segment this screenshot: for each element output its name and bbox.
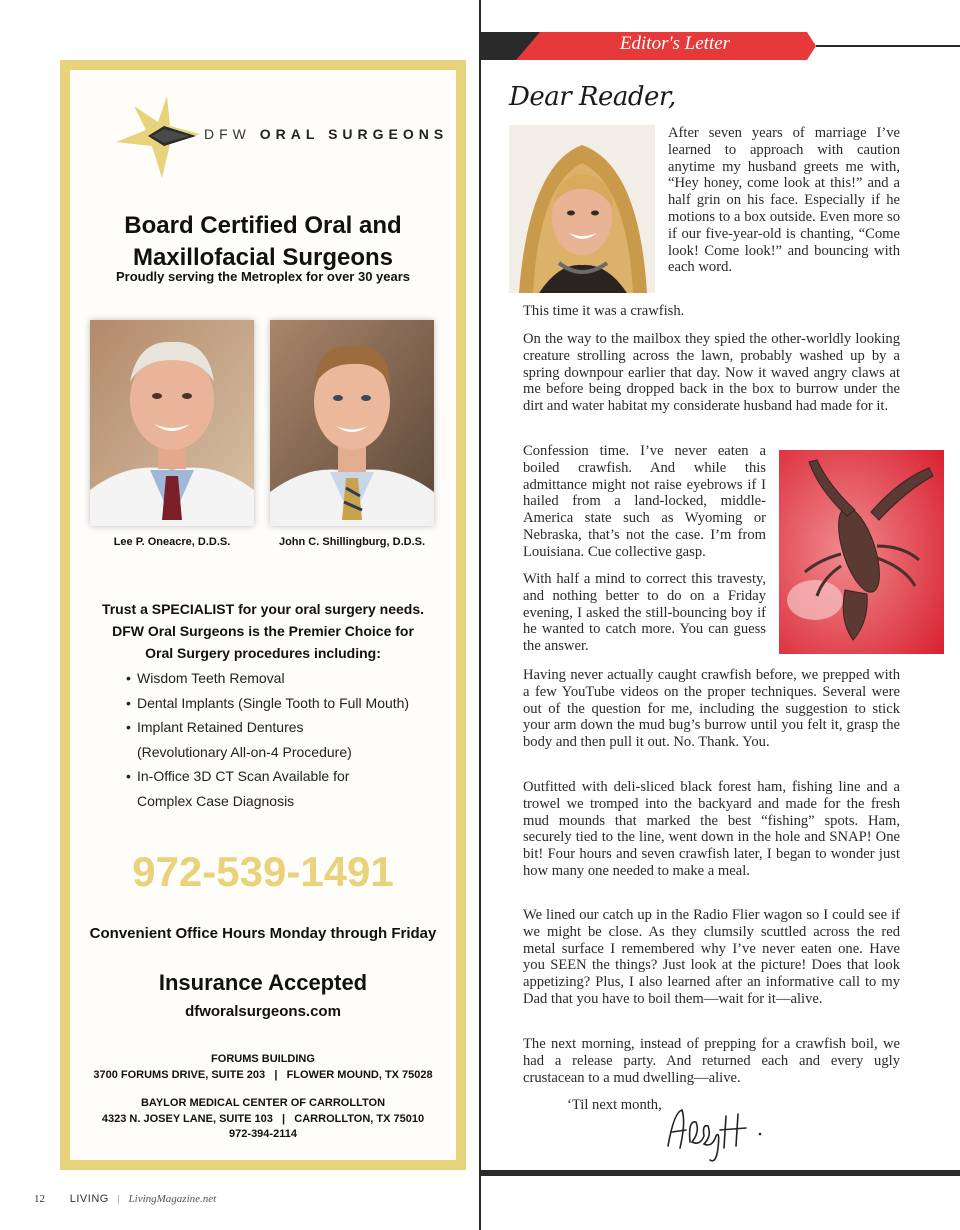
star-icon [112,94,202,184]
location-street: 4323 N. JOSEY LANE, SUITE 103 [101,1112,273,1125]
logo-wordmark [204,126,448,142]
doctor-photo-shillingburg [270,320,434,526]
doctor-photo-oneacre [90,320,254,526]
doctor-name-shillingburg: John C. Shillingburg, D.D.S. [278,536,426,548]
column-divider [479,0,481,1230]
letter-paragraph: We lined our catch up in the Radio Flier wagon so I could see if we might be close. As they clumsily scuttled across the red metal surface I remembered why I’ve never eaten one. Have you SEEN the things? Just look at the picture! Does that look appetizing? Plus, I also learned after an informative call to my Dad that you have to boil them—wait for it—alive. [523,907,900,1007]
procedure-item-continued: Complex Case Diagnosis [137,792,295,809]
ad-headline-line2: Maxillofacial Surgeons [132,244,394,271]
footer-section: LIVING [69,1193,109,1205]
ad-subhead: Proudly serving the Metroplex for over 30 years [115,269,411,284]
location-address [70,1068,456,1084]
editor-portrait [509,125,655,293]
dfw-oral-surgeons-logo [112,94,449,184]
location-name: BAYLOR MEDICAL CENTER OF CARROLLTON [140,1097,386,1109]
footer-separator: | [117,1193,120,1205]
ad-website: dfworalsurgeons.com [185,1003,341,1020]
handwritten-signature [660,1102,770,1166]
procedure-item-continued: (Revolutionary All-on-4 Procedure) [137,743,352,760]
location-address [70,1112,456,1128]
office-hours: Convenient Office Hours Monday through Friday [89,925,437,942]
letter-paragraph: With half a mind to correct this travesty, and nothing better to do on a Friday evening, I asked the still-bouncing boy if he wanted to catch more. You can guess the answer. [523,571,766,655]
crawfish-photo [779,450,944,654]
letter-paragraph: Outfitted with deli-sliced black forest ham, fishing line and a trowel we tromped into the backyard and made for the fresh mud mounds that marked the best “fishing” spots. Ham, securely tied to the line, went down in the hole and SNAP! One bit! Four hours and seven crawfish later, I began to wonder just how many one needed to make a meal. [523,779,900,879]
location-city: CARROLLTON, TX 75010 [294,1112,425,1125]
letter-paragraph: On the way to the mailbox they spied the other-worldly looking creature strolling across the lawn, probably washed up by a spring downpour earlier that day. Now it waved angry claws at me before being dropped back in the box to burrow under the dirt and water habitat my considerate husband had made for it. [523,331,900,415]
letter-paragraph: This time it was a crawfish. [523,303,685,319]
salutation: Dear Reader, [509,82,676,112]
bottom-rule [481,1170,960,1176]
location-name: FORUMS BUILDING [211,1053,315,1065]
ad-phone-number: 972-539-1491 [132,848,394,895]
location-forums [70,1052,456,1083]
trust-line2: DFW Oral Surgeons is the Premier Choice for [112,623,414,639]
signoff: ‘Til next month, [567,1097,662,1113]
procedure-item: • In-Office 3D CT Scan Available for [126,764,446,789]
doctor-name-oneacre: Lee P. Oneacre, D.D.S. [113,536,231,548]
procedure-item: • Dental Implants (Single Tooth to Full Mouth) [126,691,446,716]
trust-line1: Trust a SPECIALIST for your oral surgery needs. [101,601,425,617]
letter-paragraph: Having never actually caught crawfish before, we prepped with a few YouTube videos on the proper techniques. Several were out of the question for me, including the suggestion to stick your arm down the mud bug’s burrow until you felt it, grasp the body and then pull it out. No. Thank. You. [523,667,900,751]
page-number: 12 [34,1193,45,1205]
location-phone: 972-394-2114 [229,1128,297,1140]
page-footer [34,1193,216,1205]
insurance-accepted: Insurance Accepted [158,970,368,995]
logo-light-text: DFW [204,126,251,142]
letter-paragraph: Confession time. I’ve never eaten a boiled crawfish. And while this admittance might not raise eyebrows if I hailed from a land-locked, middle-America state such as Wyoming or Nebraska, that’s not the case. I’m from Louisiana. Cue collective gasp. [523,443,766,560]
ad-panel [70,70,456,1160]
address-separator: | [274,1068,278,1081]
banner-rule [816,45,960,47]
ad-headline [70,210,456,274]
letter-paragraph: After seven years of marriage I’ve learned to approach with caution anytime my husband greets me with, “Hey honey, come look at this!” and a half grin on his face. Especially if he motions to a box outside. Even more so if our five-year-old is chanting, “Come look! Come look!” and bouncing with each word. [668,125,900,276]
logo-bold-text: ORAL SURGEONS [259,126,449,142]
trust-statement [70,598,456,664]
procedure-list [126,666,446,814]
procedure-item: • Implant Retained Dentures [126,715,446,740]
procedure-item: • Wisdom Teeth Removal [126,666,446,691]
dfw-oral-surgeons-ad [60,60,466,1170]
ad-headline-line1: Board Certified Oral and [124,212,402,239]
location-street: 3700 FORUMS DRIVE, SUITE 203 [93,1068,266,1081]
location-city: FLOWER MOUND, TX 75028 [286,1068,433,1081]
letter-paragraph: The next morning, instead of prepping for a crawfish boil, we had a release party. And returned each and every ugly crustacean to a mud dwelling—alive. [523,1036,900,1086]
location-baylor [70,1096,456,1143]
section-label: Editor's Letter [619,33,731,54]
address-separator: | [282,1112,286,1125]
trust-line3: Oral Surgery procedures including: [145,645,381,661]
footer-site: LivingMagazine.net [128,1193,217,1205]
